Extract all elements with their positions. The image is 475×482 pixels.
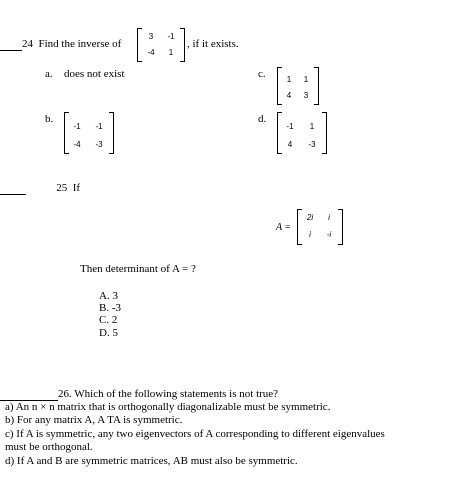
q25-number: 25: [56, 182, 68, 194]
q25-choice-d[interactable]: D. 5: [99, 327, 118, 339]
q25-matrix: [297, 209, 343, 245]
q24-option-a-letter: a.: [45, 68, 53, 80]
option-c-cell: 4: [286, 91, 292, 100]
option-d-cell: 1: [309, 122, 315, 131]
q24-matrix-cell: -1: [167, 32, 175, 41]
q24-option-a-text: does not exist: [64, 68, 125, 80]
q25-prompt: Then determinant of A = ?: [80, 263, 196, 275]
q24-option-b-letter: b.: [45, 113, 54, 125]
q25-matrix-cell: 2i: [306, 213, 314, 222]
q25-choice-a[interactable]: A. 3: [99, 290, 118, 302]
q26-heading-line: [0, 388, 278, 401]
q24-option-c-letter: c.: [258, 68, 266, 80]
option-b-cell: -4: [73, 140, 81, 149]
q24-option-b-matrix: [64, 112, 114, 154]
q24-matrix: [137, 28, 185, 62]
option-c-cell: 3: [303, 91, 309, 100]
q26-statement-d: d) If A and B are symmetric matrices, AB must also be symmetric.: [5, 455, 298, 467]
q25-matrix-cell: i: [328, 213, 330, 222]
q24-option-d-matrix: [277, 112, 327, 154]
q25-matrix-cell: -i: [326, 230, 332, 239]
option-c-cell: 1: [303, 75, 309, 84]
q24-option-d-letter: d.: [258, 113, 267, 125]
option-d-cell: -1: [286, 122, 294, 131]
q25-answer-blank[interactable]: [0, 194, 26, 195]
option-d-cell: 4: [287, 140, 293, 149]
option-b-cell: -3: [95, 140, 103, 149]
q26-statement-c: c) If A is symmetric, any two eigenvectors of A corresponding to different eigenvalues: [5, 428, 385, 440]
option-b-cell: -1: [73, 122, 81, 131]
option-d-cell: -3: [308, 140, 316, 149]
q25-choice-c[interactable]: C. 2: [99, 314, 118, 326]
q26-statement-c-cont: must be orthogonal.: [5, 441, 93, 453]
q26-heading: 26. Which of the following statements is not true?: [58, 388, 279, 400]
q24-stem: Find the inverse of: [38, 38, 122, 50]
q25-line: [0, 182, 80, 195]
q24-number: 24: [22, 38, 33, 50]
q24-matrix-cell: -4: [147, 48, 155, 57]
q24-suffix: , if it exists.: [187, 38, 239, 50]
q25-matrix-cell: i: [309, 230, 311, 239]
q26-statement-b: b) For any matrix A, A TA is symmetric.: [5, 414, 183, 426]
q26-statement-a: a) An n × n matrix that is orthogonally diagonalizable must be symmetric.: [5, 401, 331, 413]
q25-stem: If: [72, 182, 81, 194]
q24-answer-blank[interactable]: [0, 50, 22, 51]
q24-matrix-cell: 3: [148, 32, 154, 41]
q25-choice-b[interactable]: B. -3: [99, 302, 121, 314]
q25-matrix-label: A =: [276, 222, 292, 233]
q24-line: [0, 38, 121, 51]
q24-matrix-cell: 1: [168, 48, 174, 57]
q24-option-c-matrix: [277, 67, 319, 105]
option-c-cell: 1: [286, 75, 292, 84]
option-b-cell: -1: [95, 122, 103, 131]
